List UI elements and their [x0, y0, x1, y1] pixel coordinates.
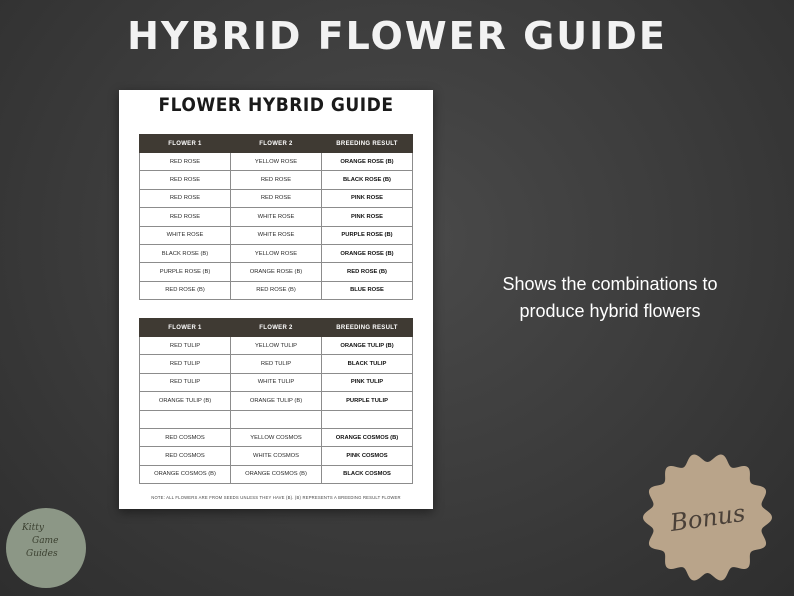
result-cell: ORANGE TULIP (B) — [322, 337, 413, 355]
flower-2-cell: YELLOW COSMOS — [231, 428, 322, 446]
table-header-row — [140, 319, 413, 337]
description-line-1: Shows the combinations to — [502, 274, 718, 294]
sheet-note: NOTE: ALL FLOWERS ARE FROM SEEDS UNLESS THEY HAVE (B). (B) REPRESENTS A BREEDING RESULT FLOWER — [151, 495, 401, 500]
flower-1-cell: RED TULIP — [140, 355, 231, 373]
flower-1-cell: RED ROSE (B) — [140, 281, 231, 299]
bonus-label: Bonus — [668, 498, 747, 537]
flower-2-cell: RED ROSE — [231, 171, 322, 189]
table-row — [140, 392, 413, 410]
result-cell: PURPLE ROSE (B) — [322, 226, 413, 244]
header-flower-1: FLOWER 1 — [140, 135, 231, 153]
flower-2-cell: WHITE COSMOS — [231, 447, 322, 465]
flower-2-cell: ORANGE COSMOS (B) — [231, 465, 322, 483]
header-flower-1: FLOWER 1 — [140, 319, 231, 337]
flower-2-cell — [231, 410, 322, 428]
result-cell: ORANGE COSMOS (B) — [322, 428, 413, 446]
table-row — [140, 281, 413, 299]
tulip-cosmos-table — [139, 318, 413, 484]
page-title: HYBRID FLOWER GUIDE — [127, 14, 667, 58]
flower-2-cell: WHITE ROSE — [231, 208, 322, 226]
table-row — [140, 355, 413, 373]
flower-1-cell: RED ROSE — [140, 171, 231, 189]
table-row — [140, 465, 413, 483]
flower-1-cell: RED ROSE — [140, 189, 231, 207]
sheet-title: FLOWER HYBRID GUIDE — [158, 94, 394, 116]
guide-sheet — [119, 90, 433, 509]
result-cell: BLACK ROSE (B) — [322, 171, 413, 189]
flower-2-cell: ORANGE ROSE (B) — [231, 263, 322, 281]
result-cell: ORANGE ROSE (B) — [322, 244, 413, 262]
flower-1-cell: PURPLE ROSE (B) — [140, 263, 231, 281]
table-row — [140, 447, 413, 465]
flower-1-cell: RED TULIP — [140, 337, 231, 355]
result-cell: ORANGE ROSE (B) — [322, 153, 413, 171]
header-breeding-result: BREEDING RESULT — [322, 319, 413, 337]
flower-1-cell: RED COSMOS — [140, 428, 231, 446]
result-cell — [322, 410, 413, 428]
description-text — [470, 271, 750, 325]
flower-2-cell: YELLOW TULIP — [231, 337, 322, 355]
rose-table — [139, 134, 413, 300]
flower-2-cell: WHITE TULIP — [231, 373, 322, 391]
table-row — [140, 208, 413, 226]
flower-1-cell: WHITE ROSE — [140, 226, 231, 244]
result-cell: PINK ROSE — [322, 189, 413, 207]
logo-line-1: Kitty — [22, 523, 44, 533]
flower-1-cell: RED ROSE — [140, 208, 231, 226]
table-row — [140, 428, 413, 446]
bonus-badge — [640, 450, 775, 585]
header-flower-2: FLOWER 2 — [231, 135, 322, 153]
result-cell: BLUE ROSE — [322, 281, 413, 299]
flower-1-cell: RED TULIP — [140, 373, 231, 391]
flower-1-cell: RED COSMOS — [140, 447, 231, 465]
table-row — [140, 373, 413, 391]
table-row — [140, 244, 413, 262]
header-breeding-result: BREEDING RESULT — [322, 135, 413, 153]
logo-line-2: Game — [32, 536, 59, 546]
flower-1-cell: RED ROSE — [140, 153, 231, 171]
brand-logo — [6, 508, 86, 588]
table-row — [140, 337, 413, 355]
table-row — [140, 153, 413, 171]
result-cell: PINK COSMOS — [322, 447, 413, 465]
table-row — [140, 263, 413, 281]
result-cell: PINK ROSE — [322, 208, 413, 226]
table-row — [140, 189, 413, 207]
flower-2-cell: RED ROSE — [231, 189, 322, 207]
flower-2-cell: YELLOW ROSE — [231, 244, 322, 262]
flower-2-cell: YELLOW ROSE — [231, 153, 322, 171]
description-line-2: produce hybrid flowers — [519, 301, 701, 321]
logo-line-3: Guides — [26, 549, 58, 559]
result-cell: PURPLE TULIP — [322, 392, 413, 410]
flower-2-cell: RED TULIP — [231, 355, 322, 373]
table-row — [140, 410, 413, 428]
flower-1-cell: ORANGE TULIP (B) — [140, 392, 231, 410]
result-cell: PINK TULIP — [322, 373, 413, 391]
flower-2-cell: RED ROSE (B) — [231, 281, 322, 299]
flower-2-cell: WHITE ROSE — [231, 226, 322, 244]
table-row — [140, 171, 413, 189]
header-flower-2: FLOWER 2 — [231, 319, 322, 337]
result-cell: BLACK COSMOS — [322, 465, 413, 483]
flower-1-cell: BLACK ROSE (B) — [140, 244, 231, 262]
result-cell: RED ROSE (B) — [322, 263, 413, 281]
table-row — [140, 226, 413, 244]
flower-1-cell: ORANGE COSMOS (B) — [140, 465, 231, 483]
flower-2-cell: ORANGE TULIP (B) — [231, 392, 322, 410]
flower-1-cell — [140, 410, 231, 428]
table-header-row — [140, 135, 413, 153]
result-cell: BLACK TULIP — [322, 355, 413, 373]
